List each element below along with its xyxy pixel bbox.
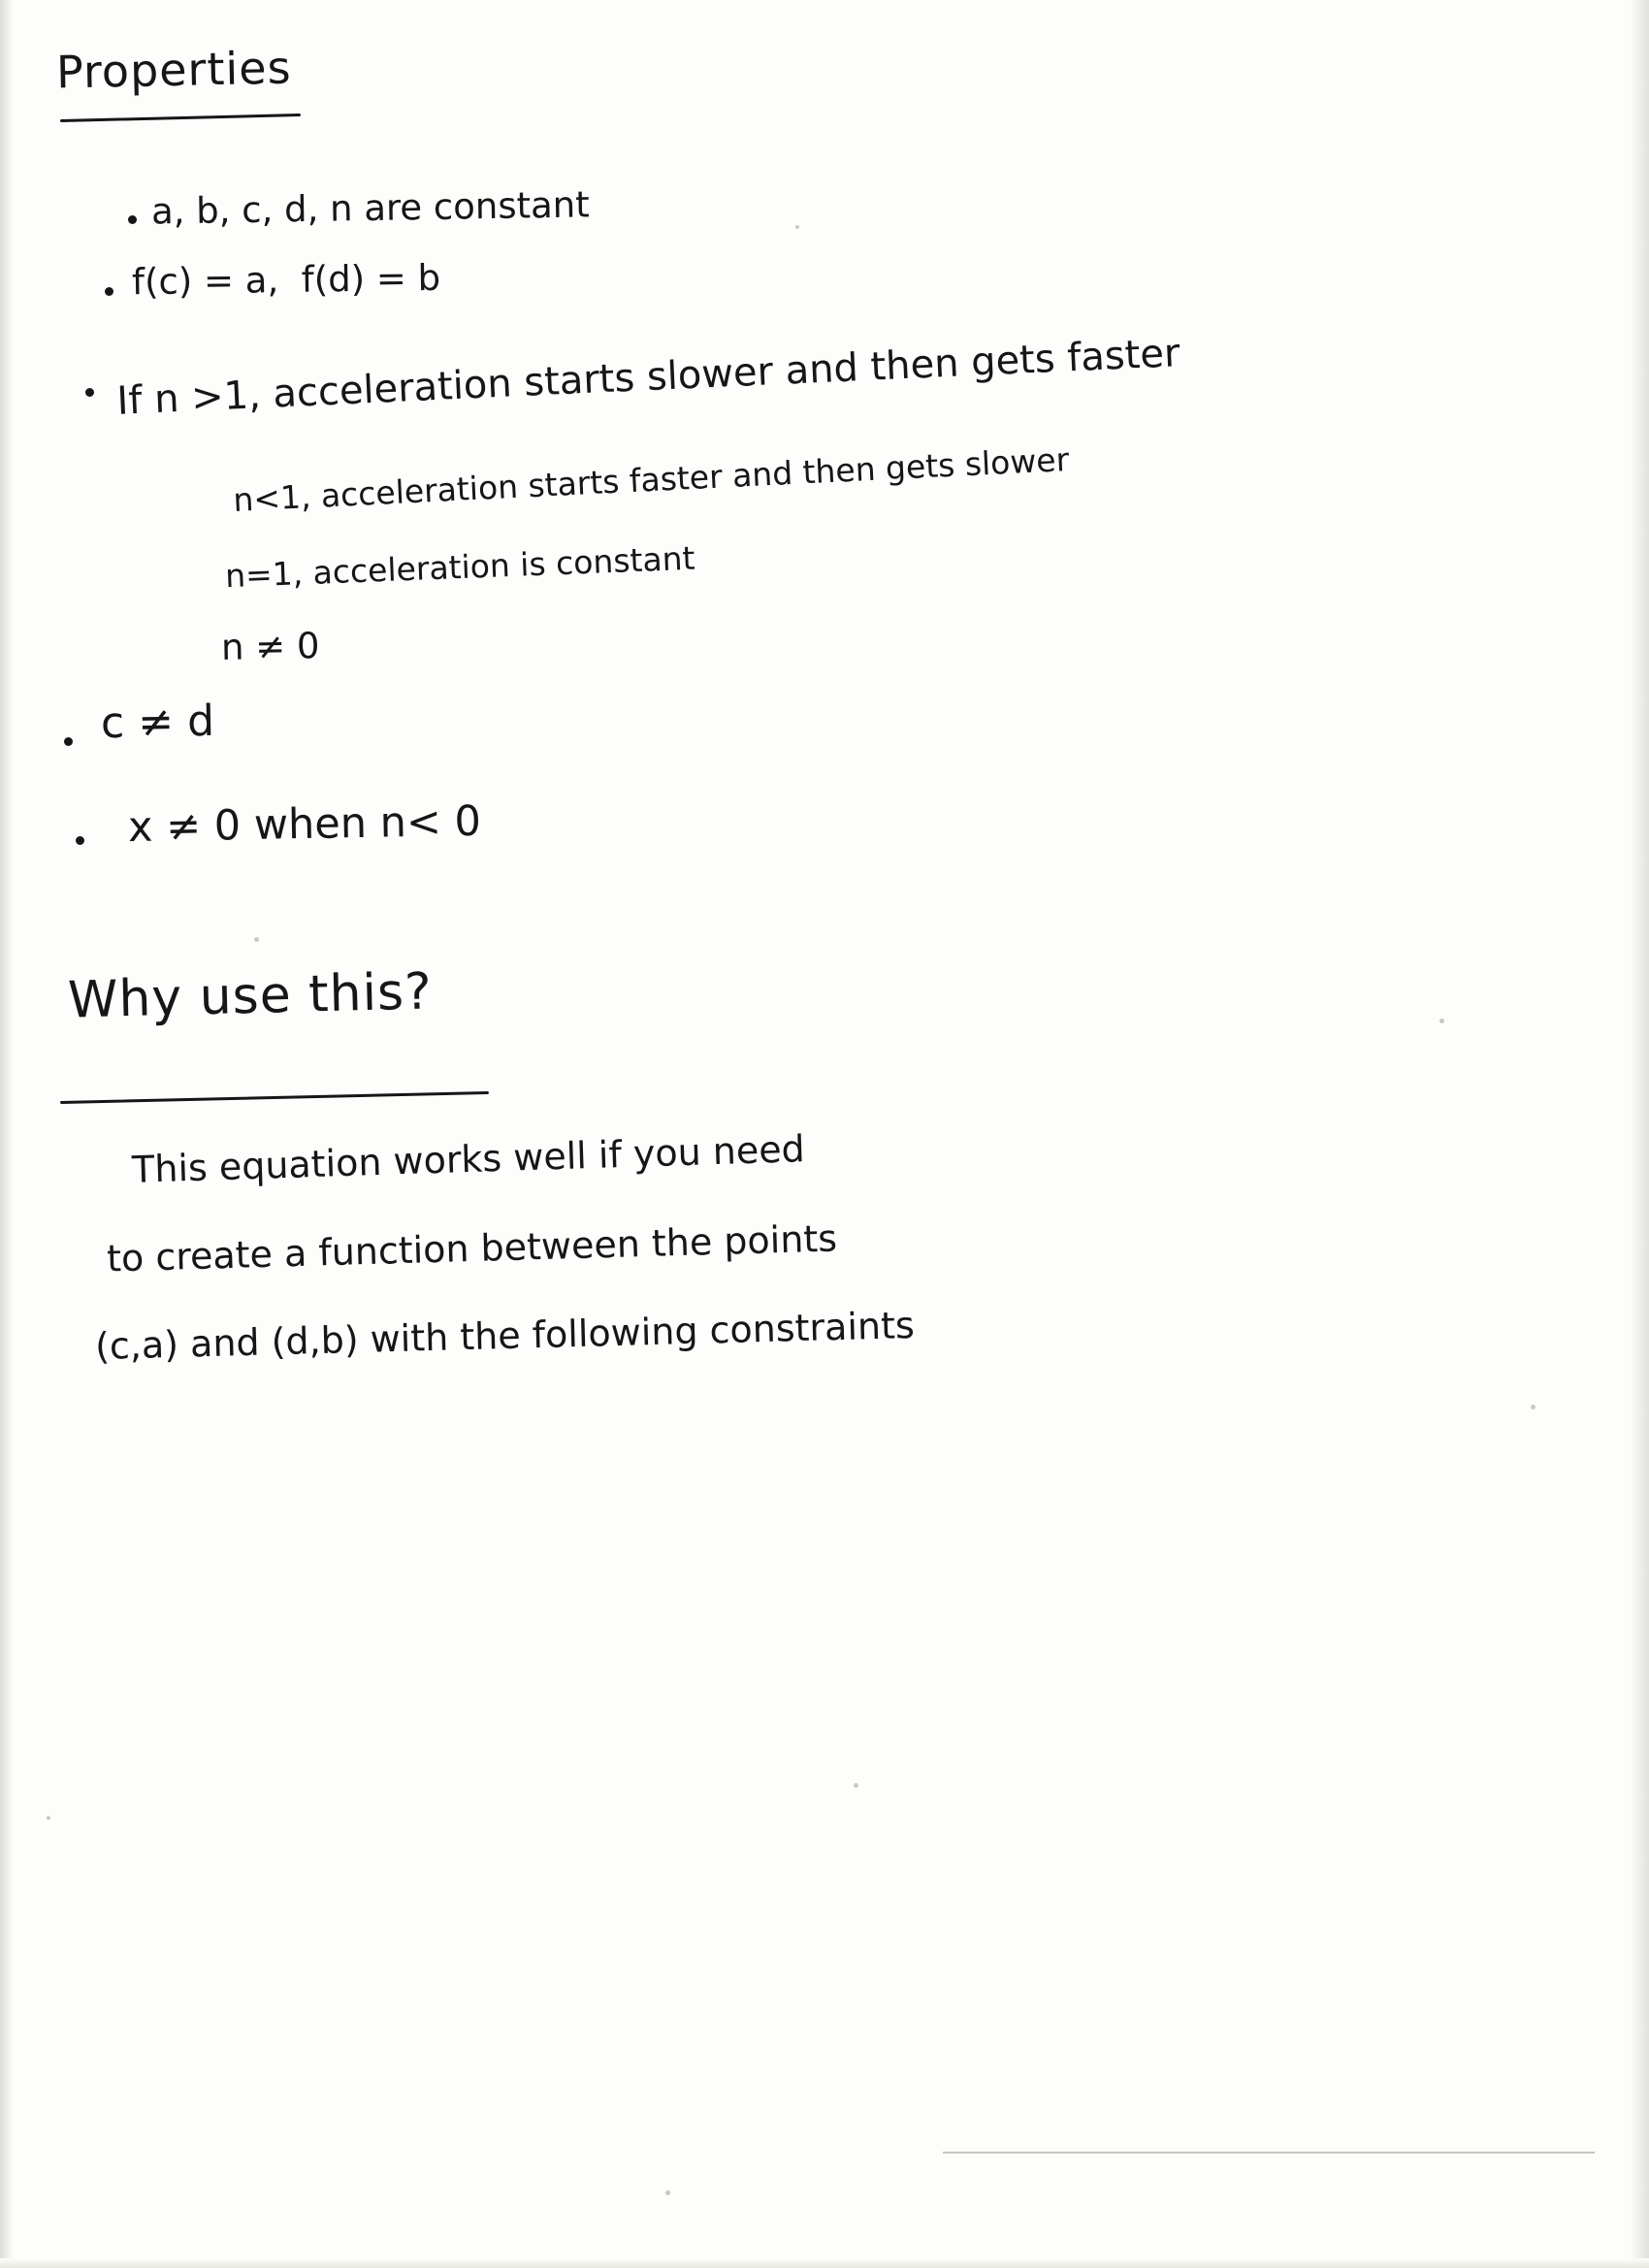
scan-edge-right [1630,0,1649,2268]
scan-edge-bottom [0,2258,1649,2268]
bullet-icon [85,388,94,397]
properties-heading: Properties [55,41,293,99]
property-item-1: a, b, c, d, n are constant [150,183,591,233]
scan-edge-left [0,0,14,2268]
scan-speck [47,1816,50,1820]
scan-speck [665,2190,670,2195]
property-item-3: If n >1, acceleration starts slower and then gets faster [115,331,1181,424]
property-item-8: x ≠ 0 when n< 0 [127,796,482,853]
property-item-2: f(c) = a, f(d) = b [131,256,441,304]
scan-speck [1439,1019,1444,1023]
scan-speck [854,1783,858,1788]
why-use-this-heading-underline [60,1091,489,1104]
scan-speck [254,937,259,942]
scan-speck [795,225,799,229]
why-paragraph-line-2: to create a function between the points [106,1216,838,1280]
page-bottom-rule [943,2152,1595,2154]
property-item-5: n=1, acceleration is constant [224,538,696,596]
property-item-6: n ≠ 0 [220,625,320,668]
scan-speck [1531,1405,1536,1409]
why-paragraph-line-3: (c,a) and (d,b) with the following constraints [94,1303,916,1369]
why-use-this-heading: Why use this? [67,962,434,1030]
bullet-icon [105,287,113,296]
bullet-icon [64,737,73,746]
property-item-7: c ≠ d [100,696,215,749]
why-paragraph-line-1: This equation works well if you need [131,1127,806,1191]
bullet-icon [128,215,137,224]
property-item-4: n<1, acceleration starts faster and then gets slower [232,439,1071,520]
properties-heading-underline [60,113,301,122]
bullet-icon [76,836,84,845]
